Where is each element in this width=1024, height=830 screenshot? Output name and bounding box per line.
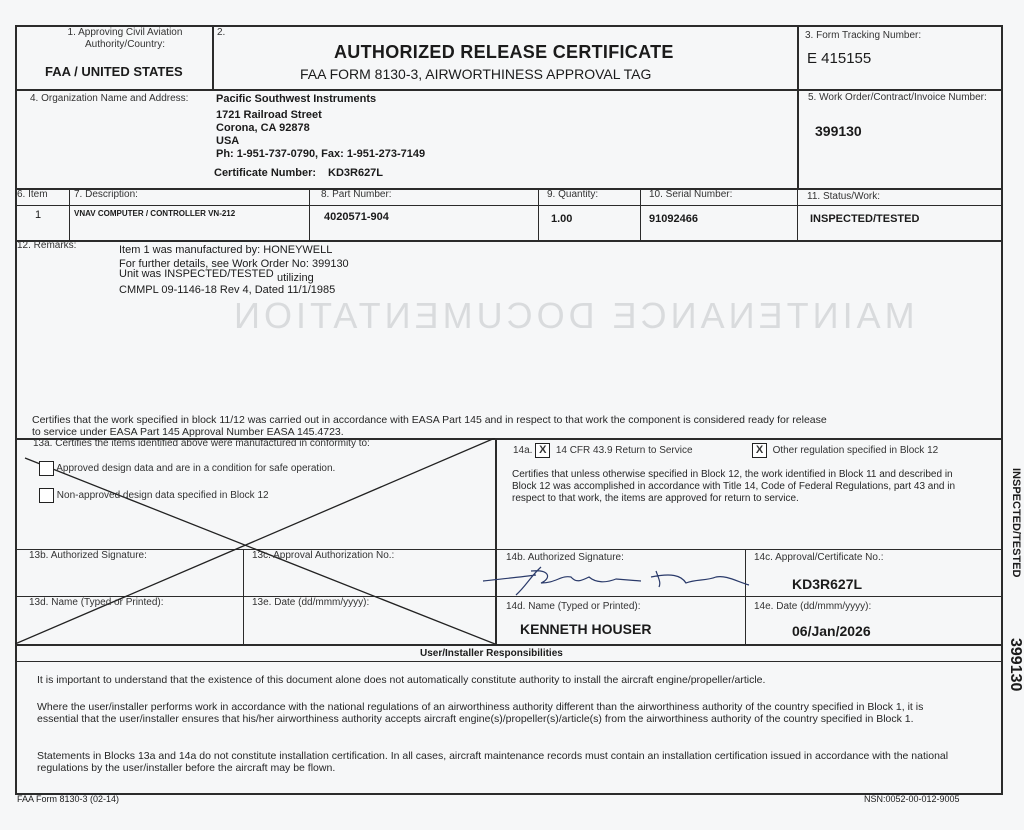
- page-subtitle: FAA FORM 8130-3, AIRWORTHINESS APPROVAL TAG: [300, 66, 652, 82]
- remarks-line-2: For further details, see Work Order No: 399130: [119, 258, 349, 270]
- col-header-serial-number: 10. Serial Number:: [649, 189, 733, 200]
- col-header-quantity: 9. Quantity:: [547, 189, 599, 200]
- page-title: AUTHORIZED RELEASE CERTIFICATE: [334, 42, 674, 62]
- approval-certificate-number: KD3R627L: [792, 576, 863, 592]
- col-header-status: 11. Status/Work:: [807, 191, 880, 202]
- item-serial-number: 91092466: [649, 213, 698, 225]
- org-phone: Ph: 1-951-737-0790, Fax: 1-951-273-7149: [216, 148, 426, 160]
- item-quantity: 1.00: [551, 213, 573, 225]
- item-description: VNAV COMPUTER / CONTROLLER VN-212: [74, 209, 236, 218]
- org-country: USA: [216, 135, 240, 147]
- signer-name: KENNETH HOUSER: [520, 621, 652, 637]
- block3-label: 3. Form Tracking Number:: [805, 30, 922, 41]
- form-tracking-number: E 415155: [807, 50, 872, 67]
- side-status-tag: INSPECTED/TESTED: [1010, 468, 1022, 578]
- responsibilities-paragraph-2: Where the user/installer performs work in accordance with the national regulations of an airworthiness authority different than the airworthiness authority of the country specified in Block 1, it is essential that the user/installer ensures that his/her airworthiness authority accepts aircraft engine(s)/propeller(s)/article(s) from the airworthiness authority of the country specified in Block 1.: [37, 701, 924, 725]
- certificate-number-value: KD3R627L: [328, 167, 384, 179]
- block12-label: 12. Remarks:: [17, 240, 77, 251]
- approved-design-label: Approved design data and are in a condition for safe operation.: [56, 463, 336, 475]
- responsibilities-title: User/Installer Responsibilities: [420, 648, 563, 659]
- item-part-number: 4020571-904: [324, 211, 389, 223]
- nsn-number: NSN:0052-00-012-9005: [864, 794, 960, 804]
- block13c-label: 13c. Approval Authorization No.:: [252, 550, 395, 561]
- block13a-label: 13a. Certifies the items identified above were manufactured in conformity to:: [33, 438, 370, 449]
- nonapproved-design-label: Non-approved design data specified in Block 12: [56, 490, 269, 502]
- block14a-other-row: [752, 443, 938, 458]
- side-work-order-tag: 399130: [1007, 638, 1024, 692]
- return-to-service-checkbox[interactable]: X: [535, 443, 550, 458]
- block13e-label: 13e. Date (dd/mmm/yyyy):: [252, 597, 370, 608]
- block14a-row: [513, 443, 693, 458]
- block13d-label: 13d. Name (Typed or Printed):: [29, 597, 164, 608]
- col-header-item: 6. Item: [17, 189, 48, 200]
- signature-date: 06/Jan/2026: [792, 623, 871, 639]
- approved-design-checkbox[interactable]: [39, 461, 54, 476]
- col-header-part-number: 8. Part Number:: [321, 189, 392, 200]
- block14a-label: 14a.: [513, 445, 533, 457]
- block2-label: 2.: [217, 27, 226, 38]
- item-number: 1: [35, 209, 42, 221]
- block13a-option-approved: [39, 461, 335, 476]
- work-order-number: 399130: [815, 123, 862, 139]
- certificate-number-label: Certificate Number:: [214, 167, 317, 179]
- authorized-signature: [481, 561, 751, 601]
- other-regulation-label: Other regulation specified in Block 12: [772, 445, 939, 457]
- approving-authority-value: FAA / UNITED STATES: [45, 64, 183, 79]
- other-regulation-checkbox[interactable]: X: [752, 443, 767, 458]
- block14c-label: 14c. Approval/Certificate No.:: [754, 552, 884, 563]
- block1-label: 1. Approving Civil Aviation Authority/Country:: [67, 27, 183, 50]
- block14d-label: 14d. Name (Typed or Printed):: [506, 601, 641, 612]
- remarks-line-1: Item 1 was manufactured by: HONEYWELL: [119, 244, 333, 256]
- block13a-option-nonapproved: [39, 488, 269, 503]
- responsibilities-paragraph-3: Statements in Blocks 13a and 14a do not constitute installation certification. In all cases, aircraft maintenance records must contain an installation certification issued in accordance with the national regulations by the user/installer before the aircraft may be flown.: [37, 750, 949, 774]
- remarks-line-3-suffix: utilizing: [277, 272, 314, 284]
- return-to-service-label: 14 CFR 43.9 Return to Service: [555, 445, 693, 457]
- block5-label: 5. Work Order/Contract/Invoice Number:: [808, 92, 987, 103]
- easa-statement: Certifies that the work specified in block 11/12 was carried out in accordance with EASA Part 145 and in respect to that work the component is considered ready for release to service under EASA Part 145 Approval Number EASA 145.4723.: [32, 414, 827, 438]
- remarks-line-3: Unit was INSPECTED/TESTED: [119, 268, 274, 280]
- block13b-label: 13b. Authorized Signature:: [29, 550, 147, 561]
- org-city: Corona, CA 92878: [216, 122, 310, 134]
- col-header-description: 7. Description:: [74, 189, 138, 200]
- background-watermark: MAINTENANCE DOCUMENTATION: [230, 295, 915, 336]
- block14b-label: 14b. Authorized Signature:: [506, 552, 624, 563]
- form-8130-3: [15, 25, 1003, 795]
- block4-label: 4. Organization Name and Address:: [30, 93, 189, 104]
- block14e-label: 14e. Date (dd/mmm/yyyy):: [754, 601, 872, 612]
- form-revision: FAA Form 8130-3 (02-14): [17, 794, 120, 804]
- org-street: 1721 Railroad Street: [216, 109, 322, 121]
- responsibilities-paragraph-1: It is important to understand that the existence of this document alone does not automatically constitute authority to install the aircraft engine/propeller/article.: [37, 674, 766, 686]
- nonapproved-design-checkbox[interactable]: [39, 488, 54, 503]
- item-status: INSPECTED/TESTED: [810, 213, 920, 225]
- remarks-line-4: CMMPL 09-1146-18 Rev 4, Dated 11/1/1985: [119, 284, 336, 296]
- block14a-statement: Certifies that unless otherwise specified in Block 12, the work identified in Block 11 and described in Block 12 was accomplished in accordance with Title 14, Code of Federal Regulations, part 43 and in respect to that work, the items are approved for return to service.: [512, 469, 956, 504]
- org-name: Pacific Southwest Instruments: [216, 93, 377, 105]
